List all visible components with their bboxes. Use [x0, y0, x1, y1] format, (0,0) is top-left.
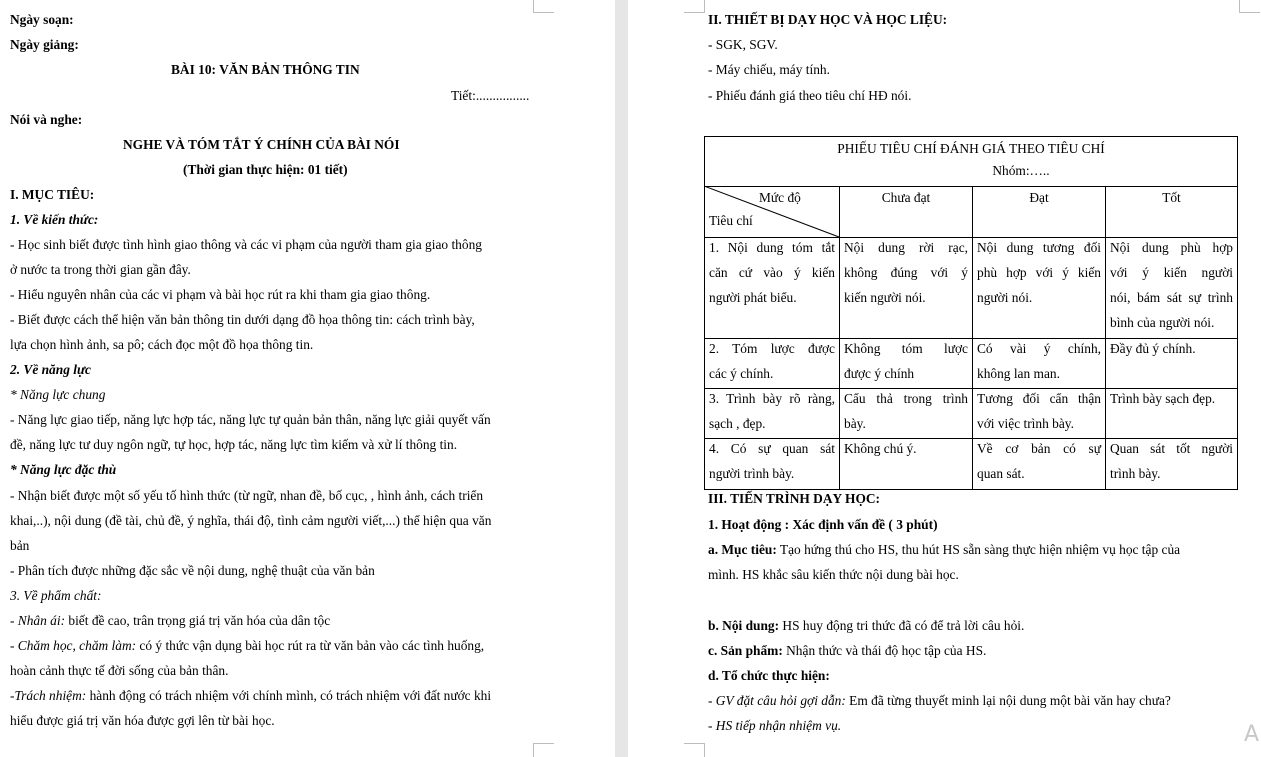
- item-text: HS huy động tri thức đã có để trả lời câu hỏi.: [779, 618, 1025, 633]
- table-cell-line: kiến người nói.: [844, 290, 926, 305]
- document-page-right[interactable]: [628, 0, 1261, 757]
- common-ability-heading: * Năng lực chung: [10, 387, 106, 402]
- quality-label: -Trách nhiệm:: [10, 688, 87, 703]
- table-cell-line: quan sát.: [977, 466, 1025, 481]
- table-cell-line: Có vài ý chính,: [977, 341, 1101, 356]
- table-cell-line: Không tóm lược: [844, 341, 968, 356]
- table-cell-line: Tương đối cẩn thận: [977, 391, 1101, 406]
- table-cell-line: 3. Trình bày rõ ràng,: [709, 391, 835, 406]
- table-cell-line: trình bày.: [1110, 466, 1161, 481]
- quality-item-line: [10, 613, 330, 629]
- lesson-title: NGHE VÀ TÓM TẮT Ý CHÍNH CỦA BÀI NÓI: [123, 137, 400, 152]
- table-header: Chưa đạt: [881, 190, 931, 205]
- item-label: - GV đặt câu hỏi gợi dẫn:: [708, 693, 846, 708]
- paragraph-line: đề, năng lực tư duy ngôn ngữ, tự học, hợp tác, năng lực tìm kiếm và xử lí thông tin.: [10, 437, 458, 452]
- paragraph-line: - HS tiếp nhận nhiệm vụ.: [708, 718, 842, 733]
- paragraph-line: - Nhận biết được một số yếu tố hình thức (từ ngữ, nhan đề, bố cục, , hình ảnh, cách triển: [10, 488, 484, 503]
- table-header: Tốt: [1162, 190, 1181, 205]
- equipment-item: - Phiếu đánh giá theo tiêu chí HĐ nói.: [708, 88, 912, 103]
- item-text: Em đã từng thuyết minh lại nội dung một bài văn hay chưa?: [845, 693, 1171, 708]
- table-cell-line: Về cơ bản có sự: [977, 441, 1101, 456]
- margin-corner-mark: [684, 0, 705, 13]
- table-cell-line: người nói.: [977, 290, 1033, 305]
- paragraph-line: bản: [10, 538, 30, 553]
- table-cell-line: 2. Tóm lược được: [709, 341, 835, 356]
- table-cell-line: Nội dung tương đối: [977, 240, 1101, 255]
- margin-corner-mark: [533, 0, 554, 13]
- activity-item-line: [708, 542, 1180, 558]
- table-cell-line: với việc trình bày.: [977, 416, 1074, 431]
- quality-item-line: [10, 638, 484, 654]
- paragraph-line: mình. HS khắc sâu kiến thức nội dung bài học.: [708, 567, 959, 582]
- table-cell-line: Đầy đủ ý chính.: [1110, 341, 1196, 356]
- equipment-item: - SGK, SGV.: [708, 37, 778, 52]
- table-cell-line: 1. Nội dung tóm tắt: [709, 240, 835, 255]
- paragraph-line: - Học sinh biết được tình hình giao thông và các vi phạm của người tham gia giao thông: [10, 237, 482, 252]
- lesson-duration: (Thời gian thực hiện: 01 tiết): [183, 162, 348, 177]
- table-cell-line: căn cứ vào ý kiến: [709, 265, 835, 280]
- knowledge-heading: 1. Về kiến thức:: [10, 212, 99, 227]
- table-cell-line: nói, bám sát sự trình: [1110, 290, 1233, 305]
- date-prepared-label: Ngày soạn:: [10, 12, 74, 27]
- quality-text: có ý thức vận dụng bài học rút ra từ văn bản vào các tình huống,: [136, 638, 485, 653]
- paragraph-line: hoàn cảnh thực tế đời sống của bản thân.: [10, 663, 229, 678]
- document-page-left[interactable]: [0, 0, 615, 757]
- section-speaking-label: Nói và nghe:: [10, 112, 83, 127]
- table-title: PHIẾU TIÊU CHÍ ĐÁNH GIÁ THEO TIÊU CHÍ: [837, 141, 1105, 156]
- quality-heading: 3. Về phẩm chất:: [10, 588, 102, 603]
- table-cell-line: được ý chính: [844, 366, 915, 381]
- paragraph-line: lựa chọn hình ảnh, sa pô; cách đọc một đồ họa thông tin.: [10, 337, 314, 352]
- activity-item-line: [708, 618, 1024, 634]
- lesson-number-title: BÀI 10: VĂN BẢN THÔNG TIN: [171, 62, 360, 77]
- paragraph-line: ở nước ta trong thời gian gần đây.: [10, 262, 191, 277]
- equipment-item: - Máy chiếu, máy tính.: [708, 62, 830, 77]
- item-label: b. Nội dung:: [708, 618, 780, 633]
- table-cell-line: không đúng với ý: [844, 265, 968, 280]
- paragraph-line: khai,..), nội dung (đề tài, chủ đề, ý nghĩa, thái độ, tình cảm người viết,...) thể hiện qua văn: [10, 513, 492, 528]
- quality-label: - Chăm học, chăm làm:: [10, 638, 137, 653]
- table-cell-line: Trình bày sạch đẹp.: [1110, 391, 1216, 406]
- activity-item-line: [708, 643, 986, 659]
- item-label: c. Sản phẩm:: [708, 643, 783, 658]
- section-heading-equipment: II. THIẾT BỊ DẠY HỌC VÀ HỌC LIỆU:: [708, 12, 948, 27]
- margin-corner-mark: [533, 743, 554, 757]
- activity-heading: 1. Hoạt động : Xác định vấn đề ( 3 phút): [708, 517, 938, 532]
- table-cell-line: 4. Có sự quan sát: [709, 441, 835, 456]
- table-group-label: Nhóm:…..: [992, 163, 1050, 178]
- item-text: Nhận thức và thái độ học tập của HS.: [782, 643, 987, 658]
- section-heading-process: III. TIẾN TRÌNH DẠY HỌC:: [708, 491, 881, 506]
- date-taught-label: Ngày giảng:: [10, 37, 79, 52]
- paragraph-line: - Biết được cách thể hiện văn bản thông tin dưới dạng đồ họa thông tin: cách trình bày,: [10, 312, 475, 327]
- table-cell-line: bình của người nói.: [1110, 315, 1215, 330]
- table-cell-line: người trình bày.: [709, 466, 795, 481]
- table-cell-line: Nội dung phù hợp: [1110, 240, 1233, 255]
- diagonal-header-criteria: Tiêu chí: [709, 213, 753, 228]
- item-label: a. Mục tiêu:: [708, 542, 777, 557]
- diagonal-header-level: Mức độ: [759, 190, 801, 205]
- paragraph-line: - Năng lực giao tiếp, năng lực hợp tác, năng lực tự quản bản thân, năng lực giải quyết vấn: [10, 412, 491, 427]
- margin-corner-mark: [1239, 0, 1260, 13]
- activity-item-line: [708, 693, 1171, 709]
- quality-text: biết đề cao, trân trọng giá trị văn hóa của dân tộc: [65, 613, 331, 628]
- period-label: Tiết:................: [451, 88, 530, 103]
- quality-item-line: [10, 688, 491, 704]
- corner-scroll-glyph-icon: A: [1244, 722, 1260, 747]
- table-cell-line: Không chú ý.: [844, 441, 917, 456]
- quality-text: hành động có trách nhiệm với chính mình, có trách nhiệm với đất nước khi: [86, 688, 492, 703]
- table-cell-line: sạch , đẹp.: [709, 416, 766, 431]
- table-cell-line: Quan sát tốt người: [1110, 441, 1233, 456]
- table-header: Đạt: [1029, 190, 1049, 205]
- table-cell-line: Cẩu thả trong trình: [844, 391, 968, 406]
- table-cell-line: không lan man.: [977, 366, 1060, 381]
- quality-label: - Nhân ái:: [10, 613, 66, 628]
- paragraph-line: hiểu được giá trị văn hóa được gợi lên từ bài học.: [10, 713, 275, 728]
- table-cell-line: phù hợp với ý kiến: [977, 265, 1101, 280]
- evaluation-table: [704, 136, 1238, 490]
- table-cell-line: Nội dung rời rạc,: [844, 240, 968, 255]
- special-ability-heading: * Năng lực đặc thù: [10, 462, 117, 477]
- table-cell-line: bày.: [844, 416, 866, 431]
- paragraph-line: - Phân tích được những đặc sắc về nội dung, nghệ thuật của văn bản: [10, 563, 375, 578]
- table-cell-line: các ý chính.: [709, 366, 774, 381]
- table-cell-line: với ý kiến người: [1110, 265, 1233, 280]
- ability-heading: 2. Về năng lực: [10, 362, 91, 377]
- margin-corner-mark: [684, 743, 705, 757]
- paragraph-line: - Hiểu nguyên nhân của các vi phạm và bài học rút ra khi tham gia giao thông.: [10, 287, 431, 302]
- organization-heading: d. Tổ chức thực hiện:: [708, 668, 830, 683]
- table-cell-line: người phát biểu.: [709, 290, 797, 305]
- item-text: Tạo hứng thú cho HS, thu hút HS sẵn sàng thực hiện nhiệm vụ học tập của: [776, 542, 1181, 557]
- section-heading-objectives: I. MỤC TIÊU:: [10, 187, 95, 202]
